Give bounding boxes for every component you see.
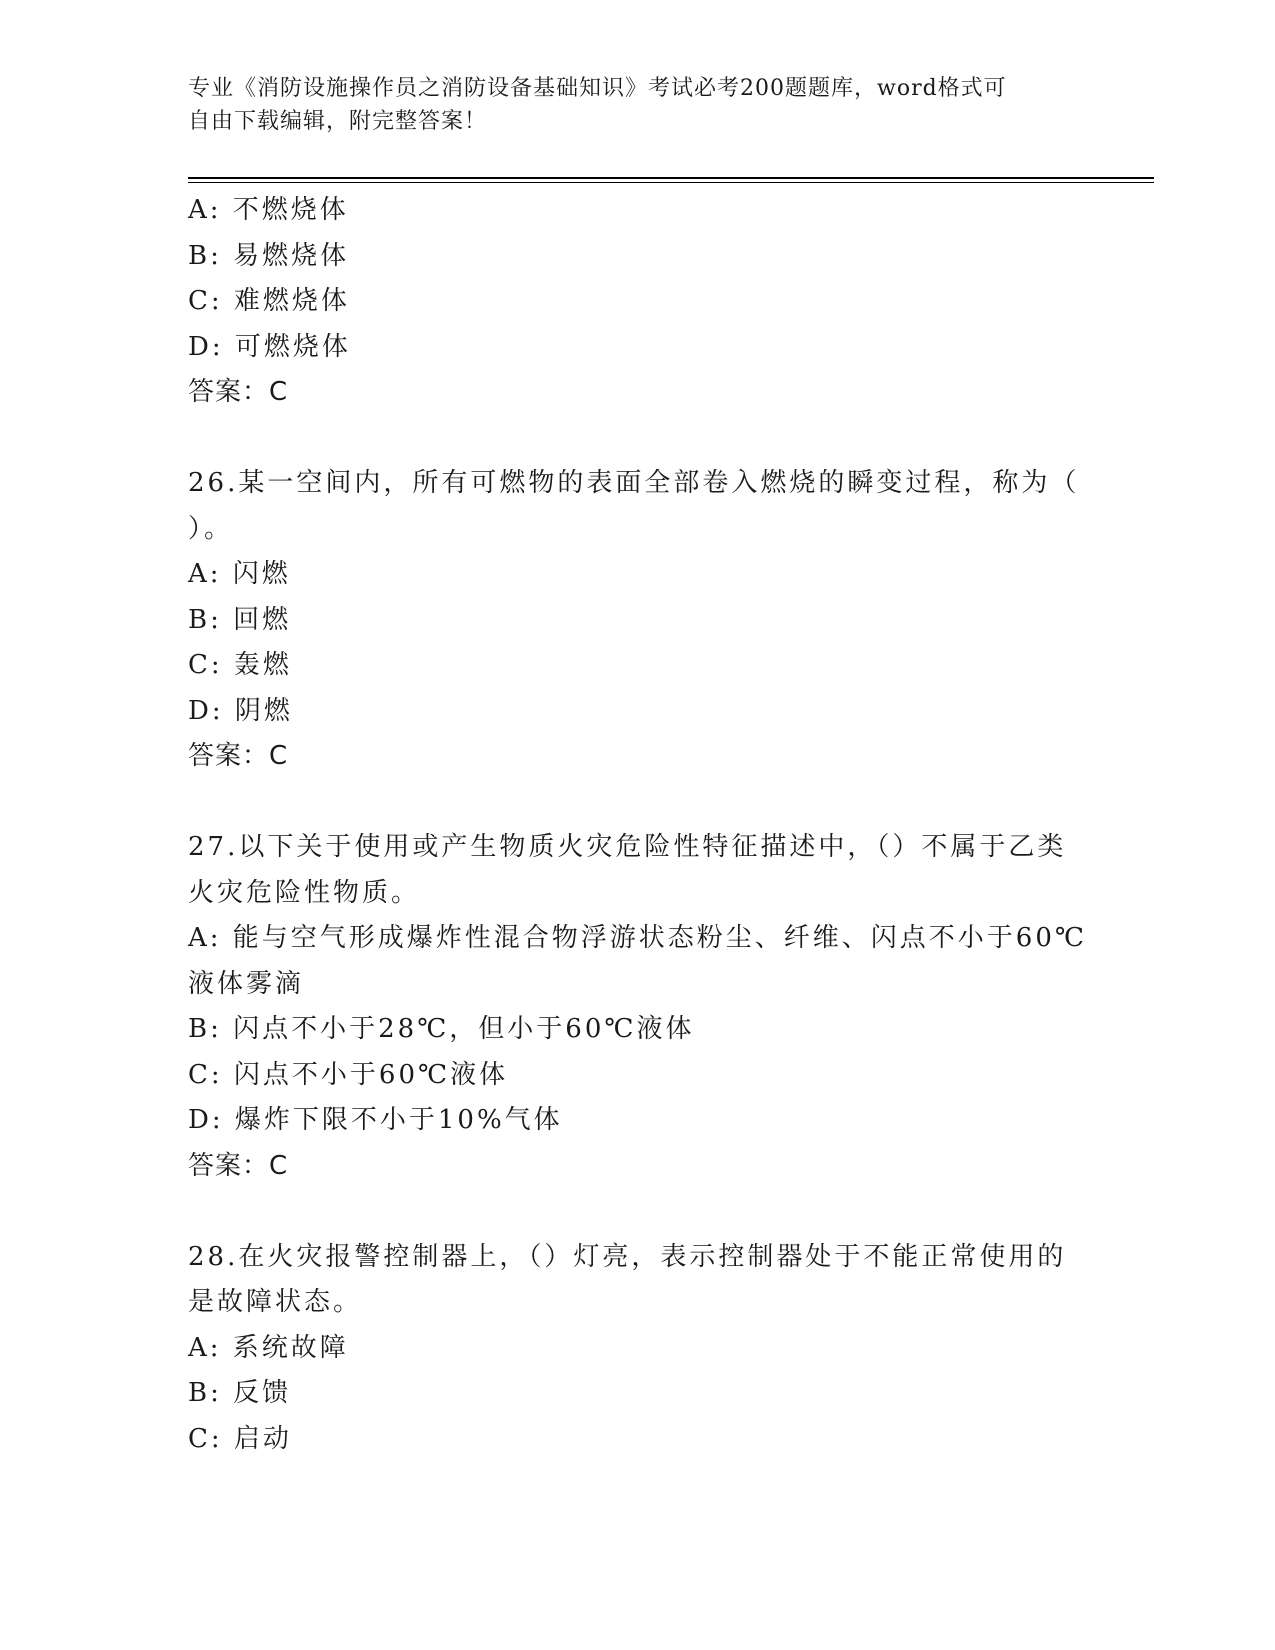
question-stem-line-2: ）。 (188, 513, 234, 544)
question-list (188, 188, 1087, 1462)
answer-line: 答案：C (188, 1150, 289, 1181)
spacer (188, 1189, 1078, 1235)
option-d: D: 爆炸下限不小于10%气体 (188, 1105, 563, 1135)
option-b: B: 易燃烧体 (188, 240, 350, 271)
question-26 (188, 461, 1078, 780)
question-stem-line-2: 是故障状态。 (188, 1287, 363, 1317)
option-a-line-2: 液体雾滴 (188, 968, 305, 999)
question-25-tail (188, 188, 1078, 416)
option-b: B: 闪点不小于28℃，但小于60℃液体 (188, 1014, 695, 1044)
question-stem-line-1: 28.在火灾报警控制器上，（）灯亮，表示控制器处于不能正常使用的 (188, 1241, 1067, 1272)
option-c: C: 闪点不小于60℃液体 (188, 1059, 509, 1090)
option-c: C: 难燃烧体 (188, 286, 350, 316)
option-a: A: 系统故障 (188, 1332, 349, 1363)
option-a: A: 不燃烧体 (188, 195, 349, 225)
option-c: C: 轰燃 (188, 650, 292, 680)
spacer (188, 780, 1078, 826)
answer-line: 答案：C (188, 377, 289, 407)
header-rule-thin (188, 182, 1154, 183)
option-b: B: 反馈 (188, 1378, 292, 1408)
answer-line: 答案：C (188, 741, 289, 771)
option-d: D: 阴燃 (188, 695, 293, 726)
question-stem-line-2: 火灾危险性物质。 (188, 877, 421, 908)
header-rule-thick (188, 177, 1154, 179)
header-line-2: 自由下载编辑，附完整答案！ (188, 109, 488, 134)
spacer (188, 416, 1078, 462)
question-stem-line-1: 26.某一空间内，所有可燃物的表面全部卷入燃烧的瞬变过程，称为（ (188, 468, 1080, 498)
document-header (188, 72, 1068, 138)
question-stem-line-1: 27.以下关于使用或产生物质火灾危险性特征描述中，（）不属于乙类 (188, 832, 1067, 862)
option-a: A: 闪燃 (188, 559, 291, 589)
header-line-1: 专业《消防设施操作员之消防设备基础知识》考试必考200题题库，word格式可 (188, 76, 1007, 101)
question-28 (188, 1235, 1078, 1463)
option-b: B: 回燃 (188, 604, 292, 635)
question-27 (188, 825, 1087, 1189)
option-d: D: 可燃烧体 (188, 331, 351, 362)
option-c: C: 启动 (188, 1423, 292, 1454)
option-a-line-1: A: 能与空气形成爆炸性混合物浮游状态粉尘、纤维、闪点不小于60℃ (188, 923, 1087, 953)
